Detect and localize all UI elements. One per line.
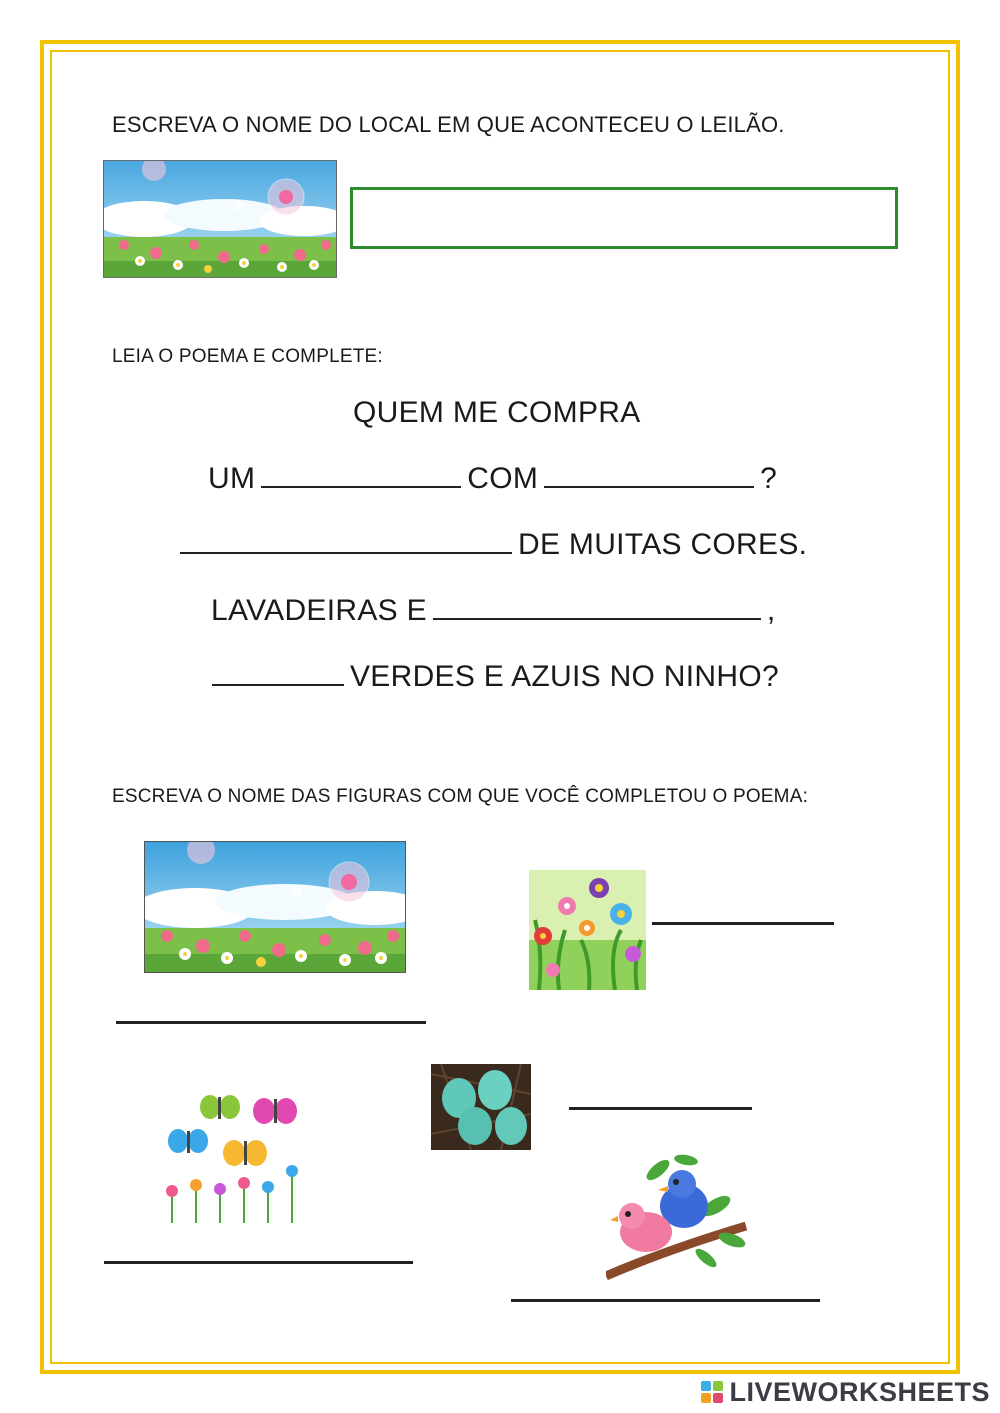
meadow-image	[144, 841, 406, 973]
flowers-image	[529, 870, 646, 990]
poem-blank-2[interactable]	[544, 485, 754, 488]
answer-line-eggs[interactable]	[569, 1107, 752, 1110]
poem-line-4-text: VERDES E AZUIS NO NINHO?	[350, 660, 779, 693]
answer-line-meadow[interactable]	[116, 1021, 426, 1024]
birds-image	[606, 1150, 748, 1280]
poem-line-3-start: LAVADEIRAS E	[211, 594, 427, 627]
butterflies-image	[160, 1085, 305, 1225]
poem-line-1-start: UM	[208, 462, 256, 495]
q2-instruction: LEIA O POEMA E COMPLETE:	[112, 346, 383, 367]
poem-title: QUEM ME COMPRA	[353, 396, 641, 429]
meadow-image	[103, 160, 337, 278]
q1-answer-box[interactable]	[350, 187, 898, 249]
brand-logo-icon	[701, 1381, 723, 1403]
q1-instruction: ESCREVA O NOME DO LOCAL EM QUE ACONTECEU O LEILÃO.	[112, 112, 785, 137]
poem-line-3	[211, 594, 776, 628]
brand-logo[interactable]	[701, 1374, 990, 1410]
eggs-image	[431, 1064, 531, 1150]
poem-blank-3[interactable]	[180, 551, 512, 554]
poem-blank-4[interactable]	[433, 617, 761, 620]
poem-blank-1[interactable]	[261, 485, 461, 488]
poem-line-2	[180, 528, 807, 562]
answer-line-flowers[interactable]	[652, 922, 834, 925]
poem-line-2-text: DE MUITAS CORES.	[518, 528, 808, 561]
poem-line-3-end: ,	[766, 594, 776, 627]
poem-blank-5[interactable]	[212, 683, 344, 686]
answer-line-birds[interactable]	[511, 1299, 820, 1302]
poem-line-4	[212, 660, 779, 694]
poem-line-1-mid: COM	[467, 462, 539, 495]
answer-line-butterflies[interactable]	[104, 1261, 413, 1264]
brand-name: LIVEWORKSHEETS	[729, 1376, 990, 1407]
poem-line-1-end: ?	[760, 462, 778, 495]
q3-instruction: ESCREVA O NOME DAS FIGURAS COM QUE VOCÊ COMPLETOU O POEMA:	[112, 786, 809, 807]
poem-line-1	[208, 462, 777, 496]
